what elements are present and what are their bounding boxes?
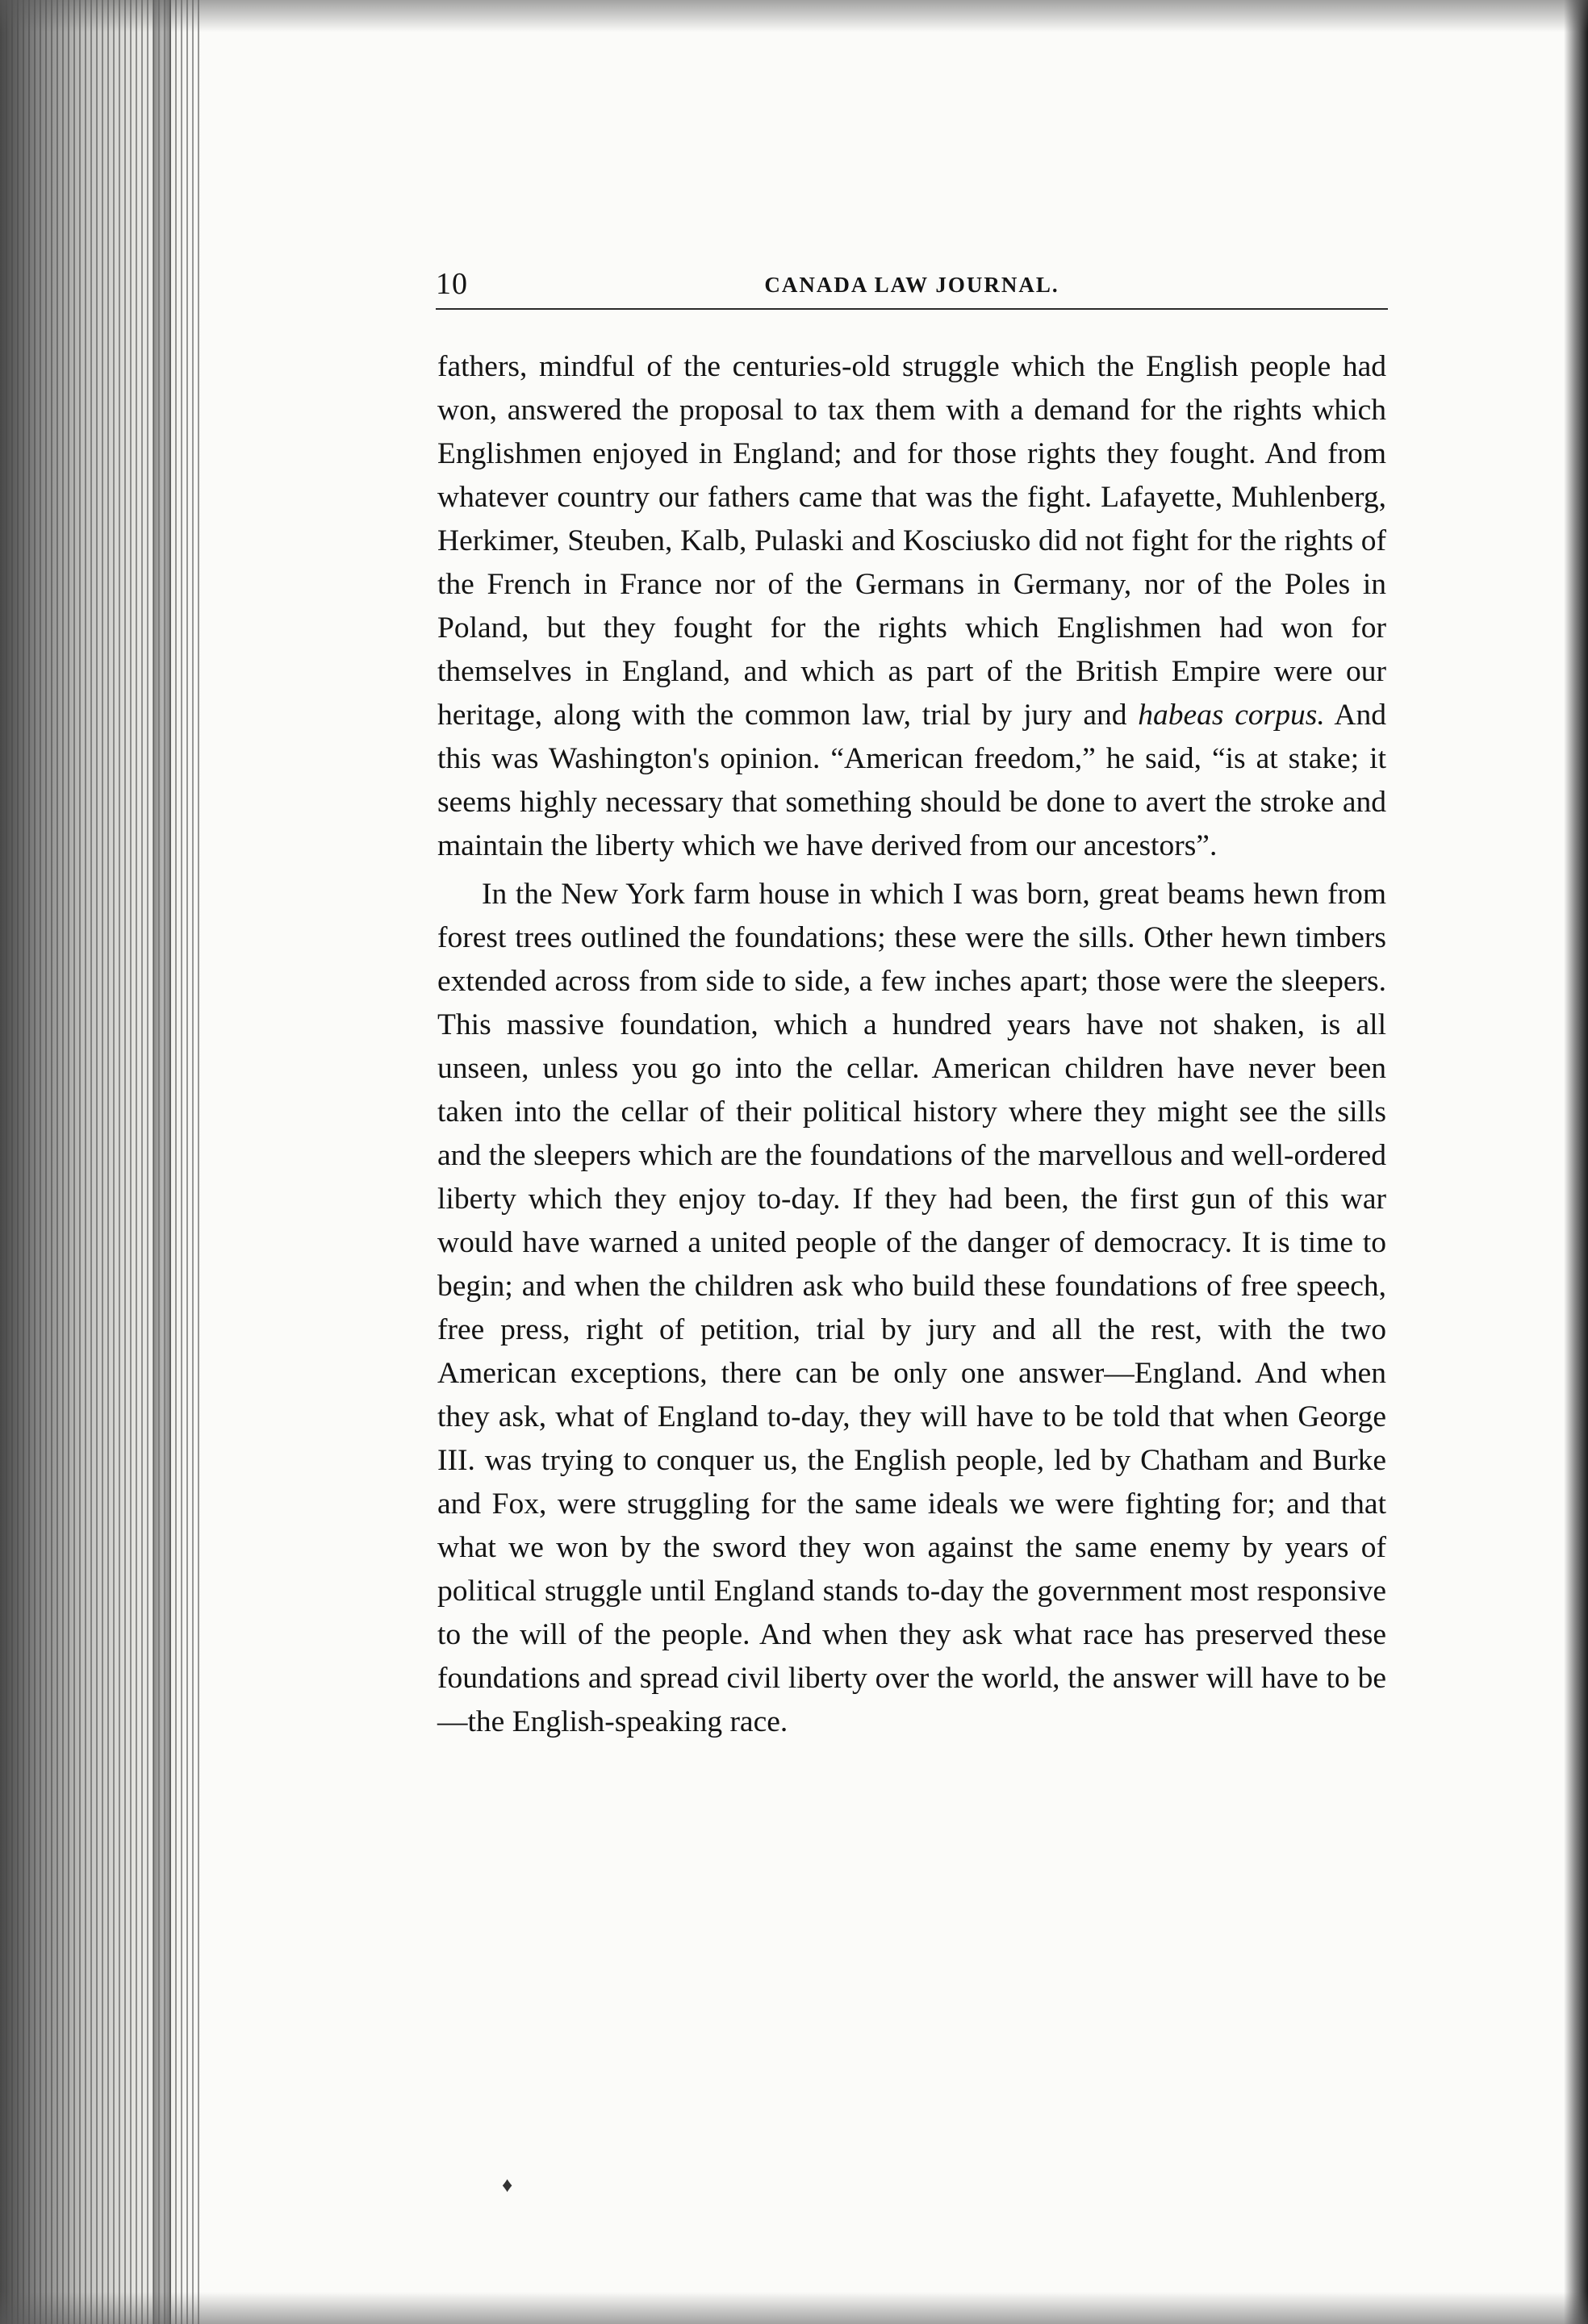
- paragraph: In the New York farm house in which I was born, great beams hewn from forest trees outlined the foundations; these were the sills. Other hewn timbers extended across from side to side, a few inches apart; those were the sleepers. This massive foundation, which a hundred years have not shaken, is all unseen, unless you go into the cellar. American children have never been taken into the cellar of their political history where they might see the sills and the sleepers which are the foundations of the marvellous and well-ordered liberty which they enjoy to-day. If they had been, the first gun of this war would have warned a united people of the danger of democracy. It is time to begin; and when the children ask who build these foundations of free speech, free press, right of petition, trial by jury and all the rest, with the two American exceptions, there can be only one answer—England. And when they ask, what of England to-day, they will have to be told that when George III. was trying to conquer us, the English people, led by Chatham and Burke and Fox, were struggling for the same ideals we were fighting for; and that what we won by the sword they won against the same enemy by years of political struggle until England stands to-day the government most responsive to the will of the people. And when they ask what race has preserved these foundations and spread civil liberty over the world, the answer will have to be—the English-speaking race.: [437, 878, 1386, 1738]
- running-head: CANADA LAW JOURNAL.: [764, 273, 1059, 297]
- page-body: [437, 345, 1386, 1744]
- page-header: [436, 258, 1388, 303]
- paragraph-text: And this was Washington's opinion. “American freedom,” he said, “is at stake; it seems highly necessary that something should be done to avert the stroke and maintain the liberty which we have derived from our ancestors”.: [437, 699, 1386, 862]
- page-edge-bottom: [0, 2292, 1588, 2324]
- printer-mark: ♦: [502, 2173, 513, 2197]
- binding-gutter: [153, 0, 171, 2324]
- page-edge-right: [1564, 0, 1588, 2324]
- italic-term: habeas corpus.: [1138, 699, 1325, 732]
- paragraph: [437, 345, 1386, 868]
- page-edge-top: [0, 0, 1588, 32]
- page-number: 10: [436, 267, 468, 301]
- paragraph-text: fathers, mindful of the centuries-old struggle which the English people had won, answered the proposal to tax them with a demand for the rights which Englishmen enjoyed in England; and for those rights they fought. And from whatever country our fathers came that was the fight. Lafayette, Muhlenberg, Herkimer, Steuben, Kalb, Pulaski and Kosciusko did not fight for the rights of the French in France nor of the Germans in Germany, nor of the Poles in Poland, but they fought for the rights which Englishmen had won for themselves in England, and which as part of the British Empire were our heritage, along with the common law, trial by jury and: [437, 350, 1386, 732]
- header-rule: [436, 308, 1388, 310]
- page-binding: [0, 0, 202, 2324]
